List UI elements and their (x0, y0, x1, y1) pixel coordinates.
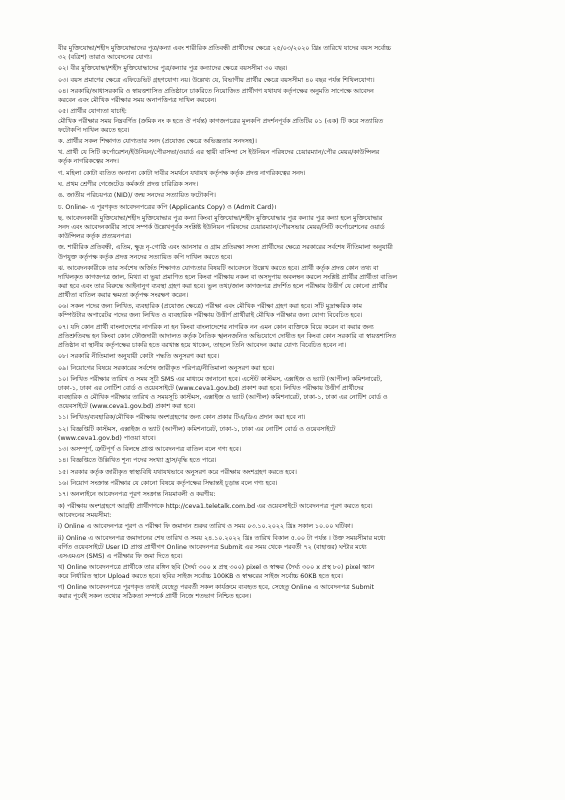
text-line: ০৪। সরকারি/আধাসরকারি ও স্বায়ত্তশাসিত প্রতিষ্ঠানে চাকরিতে নিয়োজিত প্রার্থীগণ যথাযথ কর্তৃপক্ষের অনুমতি সাপেক্ষে আবেদন (58, 88, 374, 96)
paragraph (58, 375, 535, 411)
text-line: ii) Online এ আবেদনপত্র জমাদানের শেষ তারিখ ও সময় ২৪.১০.২০২২ খ্রিঃ তারিখ বিকাল ৫.০০ টা পর্যন্ত । উক্ত সময়সীমার মধ্যে (58, 534, 386, 542)
paragraph (58, 583, 535, 601)
paragraph (58, 302, 535, 320)
paragraph (58, 191, 535, 200)
paragraph (58, 243, 535, 261)
text-line: ১১। লিখিত/ব্যবহারিক/মৌখিক পরীক্ষায় অংশগ্রহণের জন্য কোন প্রকার টিএ/ডিএ প্রদান করা হবে না। (58, 414, 306, 422)
paragraph (58, 148, 535, 166)
text-line: এসএমএস (SMS) এ পরীক্ষার ফি জমা দিতে হবে। (58, 552, 183, 560)
paragraph (58, 137, 535, 146)
text-line: ১৫। সরকার কর্তৃক জারীকৃত স্বাস্থ্যবিধি যথাযথভাবে অনুসরণ করে পরীক্ষায় অংশগ্রহণ করতে হবে। (58, 468, 297, 476)
paragraph (58, 522, 535, 531)
paragraph (58, 479, 535, 488)
text-line: কম্পিউটার অপারেটর পদের জন্য লিখিত ও ব্যবহারিক পরীক্ষায় উত্তীর্ণ প্রার্থীরাই মৌখিক পরীক্ষার জন্য যোগ্য বিবেচিত হবে। (58, 312, 363, 320)
text-line: ০৭। যদি কোন প্রার্থী বাংলাদেশের নাগরিক না হন কিংবা বাংলাদেশের নাগরিক নন এমন কোন ব্যক্তিকে বিয়ে করেন বা করার জন্য (58, 323, 374, 331)
paragraph (58, 169, 535, 178)
text-line: প্রার্থীতা বাতিল করার ক্ষমতা কর্তৃপক্ষ সংরক্ষণ করেন। (58, 291, 188, 299)
text-line: গ. মহিলা কোটা ব্যতিত অন্যান্য কোটা দাবীর সমর্থনে যথাযথ কর্তৃপক্ষ কর্তৃক প্রদত্ত নাগরিকত্বের সনদ। (58, 169, 306, 177)
text-line: ৩২ (বত্রিশ) তারাও আবেদনের যোগ্য। (58, 54, 152, 62)
paragraph (58, 264, 535, 300)
paragraph (58, 563, 535, 581)
text-line: ছ. আবেদনকারী মুক্তিযোদ্ধা/শহীদ মুক্তিযোদ্ধার পুত্র কন্যা কিংবা মুক্তিযোদ্ধা/শহীদ মুক্তিযোদ্ধার পুত্র কন্যার পুত্র কন্যা হলে মুক্তিযোদ্ধার (58, 215, 383, 223)
text-line: ওয়েবসাইটে (www.ceva1.gov.bd) প্রকাশ করা হবে। (58, 402, 196, 410)
text-line: ঘ. প্রথম শ্রেণীর গেজেটেড কর্মকর্তা প্রদত্ত চারিত্রিক সনদ। (58, 180, 198, 188)
text-line: ০৯। নিয়োগের বিষয়ে সরকারের সর্বশেষ জারীকৃত পরিপত্র/নীতিমালা অনুসরণ করা হবে। (58, 364, 275, 372)
paragraph (58, 468, 535, 477)
paragraph (58, 456, 535, 465)
paragraph (58, 445, 535, 454)
text-line: ১৬। নিয়োগ সংক্রান্ত পরীক্ষার যে কোনো বিষয়ে কর্তৃপক্ষের সিদ্ধান্তই চূড়ান্ত বলে গণ্য হবে। (58, 480, 278, 488)
text-line: করা হবে এবং তার বিরুদ্ধে আইনানুগ ব্যবস্থা গ্রহণ করা হবে। ভুল তথ্য/জাল কাগজপত্র প্রদর্শিত হলে পরীক্ষায় উত্তীর্ণ যে কোনো প্রার্থীর (58, 282, 388, 290)
text-line: প্রতিশ্রুতিবদ্ধ হন কিংবা কোন ফৌজদারী আদালত কর্তৃক নৈতিক স্খলনজনিত অভিযোগে দোষীত হন কিংবা কোন সরকারি বা স্বায়ত্তশাসিত (58, 332, 396, 340)
text-line: করার পূর্বেই সকল তথ্যের সঠিকতা সম্পর্কে প্রার্থী নিজে শতভাগ নিশ্চিত হবেন। (58, 593, 251, 601)
text-line: ১৩। অসম্পূর্ণ, ত্রুটিপূর্ণ ও বিলম্বে প্রাপ্ত আবেদনপত্র বাতিল বলে গণ্য হবে। (58, 446, 241, 454)
text-line: ফটোকপি দাখিল করতে হবে। (58, 126, 130, 134)
text-line: দাখিলকৃত কাগজপত্র জাল, মিথ্যা বা ভুয়া প্রমাণিত হলে কিংবা পরীক্ষায় নকল বা অসদুপায় অবলম্বন করলে সংশ্লিষ্ট প্রার্থীর প্রার্থীতা বাতিল (58, 273, 397, 281)
text-line: ০৩। বয়স প্রমাণের ক্ষেত্রে এফিডেভিট গ্রহণযোগ্য নয়। উল্লেখ্য যে, বিভাগীয় প্রার্থীর ক্ষেত্রে বয়সসীমা ৪০ বছর পর্যন্ত শিথিলযোগ্য। (58, 76, 375, 84)
text-line: জ. শারীরিক প্রতিবন্ধী, এতিম, ক্ষুদ্র নৃ-গোষ্ঠি এবং আনসার ও গ্রাম প্রতিরক্ষা সদস্য প্রার্থীদের ক্ষেত্রে সরকারের সর্বশেষ নীতিমালা অনুযায়ী (58, 244, 393, 252)
paragraph (58, 44, 535, 62)
paragraph (58, 214, 535, 241)
paragraph (58, 87, 535, 105)
text-line: কর্তৃক নাগরিকত্বের সনদ। (58, 158, 119, 166)
text-line: সনদ এবং আবেদনকারীর সাথে সম্পর্ক উল্লেখপূর্বক সংশ্লিষ্ট ইউনিয়ন পরিষদের চেয়ারম্যান/পৌরসভার মেয়র/সিটি কর্পোরেশনের ওয়ার্ড (58, 224, 385, 232)
paragraph (58, 425, 535, 443)
text-line: বীর মুক্তিযোদ্ধা/শহীদ মুক্তিযোদ্ধাদের পুত্র/কন্যা এবং শারীরিক প্রতিবন্ধী প্রার্থীদের ক্ষেত্রে ২৫/০৩/২০২০ খ্রিঃ তারিখে যাদের বয়স সর্বোচ্চ (58, 45, 391, 52)
paragraph (58, 180, 535, 189)
text-line: খ) Online আবেদনপত্রে প্রার্থীকে তার রঙ্গিন ছবি (দৈর্ঘ্য ৩০০ x প্রস্থ ৩০০) pixel ও স্বাক্ষর (দৈর্ঘ্য ৩০০ x প্রস্থ ৮০) pixel স্ক্যান (58, 563, 375, 571)
text-line: ১৭। অনলাইনে আবেদনপত্র পূরণ সংক্রান্ত নিয়মাবলী ও করণীয়: (58, 491, 216, 499)
text-line: খ. প্রার্থী যে সিটি কর্পোরেশন/ইউনিয়ন/পৌরসভা/ওয়ার্ড এর স্থায়ী বাসিন্দা সে ইউনিয়ন পরিষদের চেয়ারম্যান/পৌর মেয়র/কাউন্সিলর (58, 149, 380, 157)
text-line: চ. Online- এ পূরণকৃত আবেদনপত্রের কপি (Applicants Copy) ও (Admit Card)। (58, 203, 277, 211)
text-line: ক) পরীক্ষায় অংশগ্রহণে আগ্রহী প্রার্থীগণকে http://ceva1.teletalk.com.bd এর ওয়েবসাইটে আবেদনপত্র পূরণ করতে হবে। (58, 502, 373, 510)
text-line: মৌখিক পরীক্ষার সময় নিম্নবর্ণিত (ক্রমিক নং ক হতে ঔ পর্যন্ত) কাগজপত্রের মূলকপি প্রদর্শনপূর্বক প্রতিটির ০১ (এক) টি করে সত্যায়িত (58, 117, 383, 125)
text-line: উপযুক্ত কর্তৃপক্ষ কর্তৃক প্রদত্ত সনদের সত্যায়িত কপি দাখিল করতে হবে। (58, 253, 233, 261)
paragraph (58, 534, 535, 561)
paragraph (58, 490, 535, 499)
text-line: করে নির্ধারিত স্থানে Upload করতে হবে। ছবির সাইজ সর্বোচ্চ 100KB ও স্বাক্ষরের সাইজ সর্বোচ্চ 60KB হতে হবে। (58, 573, 343, 580)
paragraph (58, 76, 535, 85)
text-line: প্রতিষ্ঠান বা স্থানীয় কর্তৃপক্ষের চাকরি হতে বরখাস্ত হয়ে থাকেন, তাহলে তিনি আবেদন করার যোগ্য বিবেচিত হবেন না। (58, 341, 347, 349)
paragraph (58, 107, 535, 134)
text-line: ঝ. আবেদনকারীকে তার সর্বশেষ অর্জিত শিক্ষাগত যোগ্যতার বিষয়টি আবেদনে উল্লেখ করতে হবে। প্রার্থী কর্তৃক প্রদত্ত কোন তথ্য বা (58, 264, 379, 272)
text-line: ঙ. জাতীয় পরিচয়পত্র (NID)/ জন্ম সনদের সত্যায়িত ফটোকপি। (58, 192, 216, 200)
paragraph (58, 323, 535, 350)
paragraph (58, 64, 535, 73)
paragraph (58, 352, 535, 361)
text-line: গ) Online আবেদনপত্রে পূরণকৃত তথ্যই যেহেতু পরবর্তী সকল কার্যক্রমে ব্যবহৃত হবে, সেহেতু Online এ আবেদনপত্র Submit (58, 584, 374, 592)
paragraph (58, 413, 535, 422)
paragraph (58, 203, 535, 212)
text-line: করবেন এবং মৌখিক পরীক্ষার সময় অনাপত্তিপত্র দাখিল করবেন। (58, 97, 217, 105)
text-line: আবেদনের সময়সীমা: (58, 511, 112, 519)
text-line: ঢাকা-১, ঢাকা এর নোটিশ বোর্ড ও ওয়েবসাইটে (www.ceva1.gov.bd) প্রকাশ করা হবে। লিখিত পরীক্ষায় উত্তীর্ণ প্রার্থীদের (58, 384, 364, 392)
document-body (58, 44, 535, 601)
text-line: কাউন্সিলর কর্তৃক প্রত্যয়নপত্র। (58, 233, 132, 241)
text-line: ব্যবহারিক ও মৌখিক পরীক্ষার তারিখ ও সময়সূচি কাস্টমস, এক্সাইজ ও ভ্যাট (আপীল) কমিশনারেট, ঢাকা-১, ঢাকা এর নোটিশ বোর্ড ও (58, 393, 388, 401)
text-line: ক. প্রার্থীর সকল শিক্ষাগত যোগ্যতার সনদ (প্রযোজ্য ক্ষেত্রে অভিজ্ঞতার সনদসহ)। (58, 137, 257, 145)
text-line: ১০। লিখিত পরীক্ষার তারিখ ও সময় সূচী SMS এর মাধ্যমে জানানো হবে। এস্টেট কাস্টমস, এক্সাইজ ও ভ্যাট (আপীল) কমিশনারেট, (58, 375, 383, 383)
text-line: ০২। বীর মুক্তিযোদ্ধা/শহীদ মুক্তিযোদ্ধাদের পুত্র/কন্যার পুত্র কন্যাদের ক্ষেত্রে বয়সসীমা ৩০ বছর। (58, 65, 288, 73)
text-line: ১৪। বিজ্ঞপ্তিতে উল্লিখিত শূন্য পদের সংখ্যা হ্রাস/বৃদ্ধি হতে পারে। (58, 457, 217, 465)
text-line: i) Online এ আবেদনপত্র পূরণ ও পরীক্ষা ফি জমাদান শুরুর তারিখ ও সময় ০৩.১০.২০২২ খ্রিঃ সকাল ১০.০০ ঘটিকা। (58, 523, 353, 531)
text-line: ০৬। সকল পদের জন্য লিখিত, ব্যবহারিক (প্রযোজ্য ক্ষেত্রে) পরীক্ষা এবং মৌখিক পরীক্ষা গ্রহণ করা হবে। সাঁট মুদ্রাক্ষরিক কাম (58, 303, 362, 311)
paragraph (58, 364, 535, 373)
text-line: (www.ceva1.gov.bd) পাওয়া যাবে। (58, 434, 156, 442)
text-line: ০৫। প্রার্থীর যোগ্যতা যাচাই: (58, 108, 127, 116)
paragraph (58, 502, 535, 520)
text-line: বর্ণিত ওয়েবসাইটে User ID প্রাপ্ত প্রার্থীগণ Online আবেদনপত্র Submit এর সময় থেকে পরবর্তী ৭২ (বাহাত্তর) ঘন্টার মধ্যে (58, 543, 367, 551)
text-line: ০৮। সরকারি নীতিমালা অনুযায়ী কোটা পদ্ধতি অনুসরণ করা হবে। (58, 353, 220, 361)
text-line: ১২। বিজ্ঞপ্তিটি কাস্টমস, এক্সাইজ ও ভ্যাট (আপীল) কমিশনারেট, ঢাকা-১, ঢাকা এর নোটিশ বোর্ড ও ওয়েবসাইটে (58, 425, 336, 433)
